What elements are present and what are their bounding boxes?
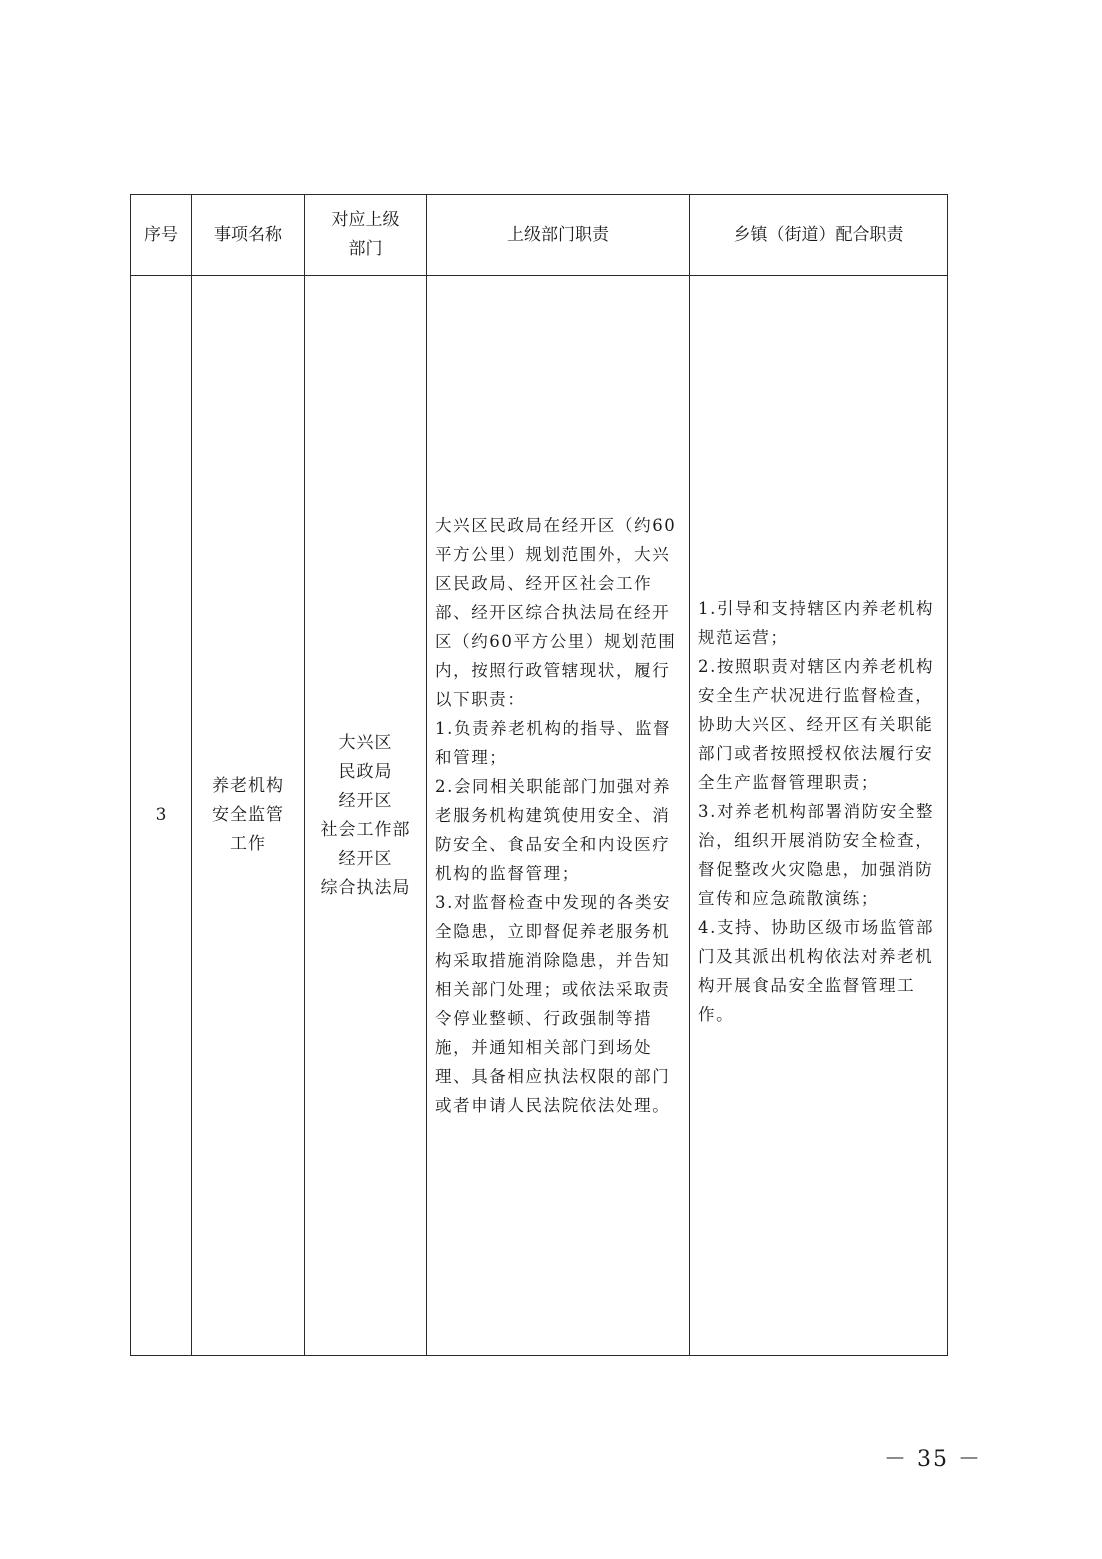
upper-duty-item: 1.负责养老机构的指导、监督和管理；: [435, 719, 672, 767]
header-item-name-label: 事项名称: [214, 224, 282, 245]
duty-table: [130, 194, 948, 1356]
header-upper-dept-line1: 对应上级: [331, 210, 400, 230]
upper-duty-text: [427, 511, 689, 1120]
town-duty-item: 2.按照职责对辖区内养老机构安全生产状况进行监督检查，协助大兴区、经开区有关职能部门或者按照授权依法履行安全生产监督管理职责；: [698, 657, 935, 792]
header-index: [131, 195, 192, 276]
upper-duty-item: 3.对监督检查中发现的各类安全隐患，立即督促养老服务机构采取措施消除隐患，并告知相关部门处理；或依法采取责令停业整顿、行政强制等措施，并通知相关部门到场处理、具备相应执法权限的部门或者申请人民法院依法处理。: [435, 893, 672, 1115]
header-upper-dept: [305, 195, 427, 276]
town-duty-item: 4.支持、协助区级市场监管部门及其派出机构依法对养老机构开展食品安全监督管理工作。: [698, 918, 935, 1024]
header-index-label: 序号: [144, 224, 178, 245]
dept-line: 综合执法局: [320, 877, 411, 898]
header-item-name: [192, 195, 305, 276]
dept-line: 经开区: [338, 848, 393, 869]
cell-town-duty: [690, 276, 948, 1356]
cell-index: [131, 276, 192, 1356]
header-upper-duty: [427, 195, 690, 276]
cell-upper-dept: [305, 276, 427, 1356]
cell-item-name: [192, 276, 305, 1356]
item-name: 养老机构安全监管工作: [212, 776, 284, 854]
page-number: － 35 －: [884, 1447, 982, 1472]
dept-line: 经开区: [338, 790, 393, 811]
row-index: 3: [155, 805, 167, 825]
upper-duty-intro: 大兴区民政局在经开区（约60平方公里）规划范围外，大兴区民政局、经开区社会工作部、经开区综合执法局在经开区（约60平方公里）规划范围内，按照行政管辖现状，履行以下职责：: [435, 516, 677, 709]
upper-duty-item: 2.会同相关职能部门加强对养老服务机构建筑使用安全、消防安全、食品安全和内设医疗机构的监督管理；: [435, 777, 672, 883]
header-upper-dept-line2: 部门: [348, 239, 383, 259]
town-duty-text: [690, 594, 947, 1029]
header-upper-duty-label: 上级部门职责: [507, 224, 609, 245]
dept-line: 社会工作部: [320, 819, 411, 840]
header-town-duty-label: 乡镇（街道）配合职责: [733, 224, 904, 245]
table-row: [131, 276, 948, 1356]
dept-line: 民政局: [338, 761, 393, 782]
town-duty-item: 1.引导和支持辖区内养老机构规范运营；: [698, 599, 935, 647]
dept-line: 大兴区: [338, 732, 393, 753]
table-header-row: [131, 195, 948, 276]
town-duty-item: 3.对养老机构部署消防安全整治，组织开展消防安全检查，督促整改火灾隐患，加强消防宣传和应急疏散演练；: [698, 802, 935, 908]
cell-upper-duty: [427, 276, 690, 1356]
header-town-duty: [690, 195, 948, 276]
